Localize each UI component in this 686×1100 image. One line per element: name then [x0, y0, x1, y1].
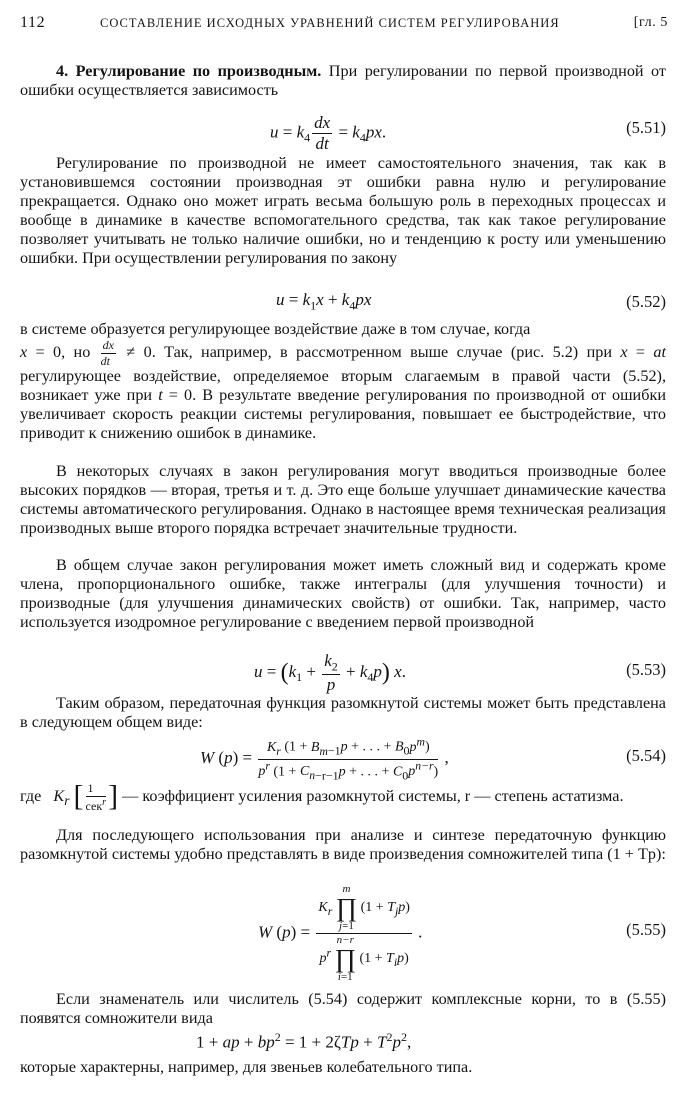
equation-5-55: W (p) = $K_r$ m ∏ j=1 $(1 + T_jp)$ $p^r$ n−r ∏ i=1 $(1 + T_ip)$ . [258, 883, 423, 983]
paragraph-6: где $K_r$ [ $\frac{1}{сек^r}$ ] — коэффициент усиления разомкнутой системы, r — степень астатизма. [20, 779, 624, 813]
equation-5-54: W (p) = $\frac{K_r (1 + B_{m-1}p + . . . + B_0p^m)}{p^r (1 + C_{n-r-1}p + . . . + C_0p^{n-r})}$ , [200, 735, 449, 783]
chapter-marker: [гл. 5 [633, 15, 668, 30]
paragraph-7: Для последующего использования при анализе и синтезе передаточную функцию разомкнутой системы удобно представлять в виде произведения сомножителей типа (1 + Tp): [20, 826, 666, 863]
paragraph-4: В общем случае закон регулирования может иметь сложный вид и содержать кроме члена, пропорционального ошибке, также интегралы (для улучшения точности) и производные (для улучшения динамических свойств) от ошибки. Так, например, часто используется изодромное регулирование с введением первой производной [20, 556, 666, 631]
equation-number-5-52: (5.52) [626, 292, 666, 311]
equation-5-52: $u = k_1x + k_4px$ [276, 290, 372, 313]
running-header [20, 14, 668, 38]
equation-number-5-55: (5.55) [626, 920, 666, 939]
equation-oscillatory: 1 + ap + $bp^2 = 1 + 2\zeta Tp + T^2p^2$, [196, 1030, 412, 1052]
running-title: СОСТАВЛЕНИЕ ИСХОДНЫХ УРАВНЕНИЙ СИСТЕМ РЕГУЛИРОВАНИЯ [100, 16, 560, 30]
section-title: 4. Регулирование по производным. [56, 62, 322, 80]
paragraph-2: в системе образуется регулирующее воздействие даже в том случае, когда x = 0, но $\frac{dx}{dt}$ ≠ 0. Так, например, в рассмотренном выше случае (рис. 5.2) при x = at регулирующее воздействие, определяемое вторым слагаемым в правой части (5.52), возникает уже при t = 0. В результате введение регулирования по производной от ошибки увеличивает скорость реакции системы регулирования, повышает ее быстродействие, что приводит к снижению ошибок в динамике. [20, 320, 666, 442]
page-number: 112 [20, 14, 46, 31]
paragraph-8: Если знаменатель или числитель (5.54) содержит комплексные корни, то в (5.55) появятся сомножители вида [20, 990, 666, 1027]
equation-5-51: $u = k_4$ $\frac{dx}{dt}$ = $k_4px$. [270, 113, 387, 153]
equation-number-5-54: (5.54) [626, 746, 666, 765]
section-intro: 4. Регулирование по производным. При регулировании по первой производной от ошибки осуществляется зависимость [20, 62, 666, 99]
unit-text: сек [85, 798, 103, 813]
paragraph-1: Регулирование по производной не имеет самостоятельного значения, так как в установившемся состоянии производная эт ошибки равна нулю и регулирование прекращается. Однако оно может играть весьма большую роль в переходных процессах и вообще в динамике в качестве вспомогательного средства, так как такое регулирование позволяет учитывать не только наличие ошибки, но и тенденцию к росту или уменьшению ошибки. При осуществлении регулирования по закону [20, 154, 666, 267]
paragraph-5: Таким образом, передаточная функция разомкнутой системы может быть представлена в следующем общем виде: [20, 694, 666, 731]
equation-5-53: $u = (k_1$ + $\frac{k_2}{p}$ + $k_4p$) x. [254, 651, 406, 694]
equation-number-5-53: (5.53) [626, 660, 666, 679]
paragraph-3: В некоторых случаях в закон регулирования могут вводиться производные более высоких порядков — вторая, третья и т. д. Это еще больше улучшает динамические качества системы автоматического регулирования. Однако в настоящее время техническая реализация производных выше второго порядка встречает значительные трудности. [20, 462, 666, 537]
paragraph-9: которые характерны, например, для звеньев колебательного типа. [20, 1058, 473, 1076]
equation-number-5-51: (5.51) [626, 118, 666, 137]
